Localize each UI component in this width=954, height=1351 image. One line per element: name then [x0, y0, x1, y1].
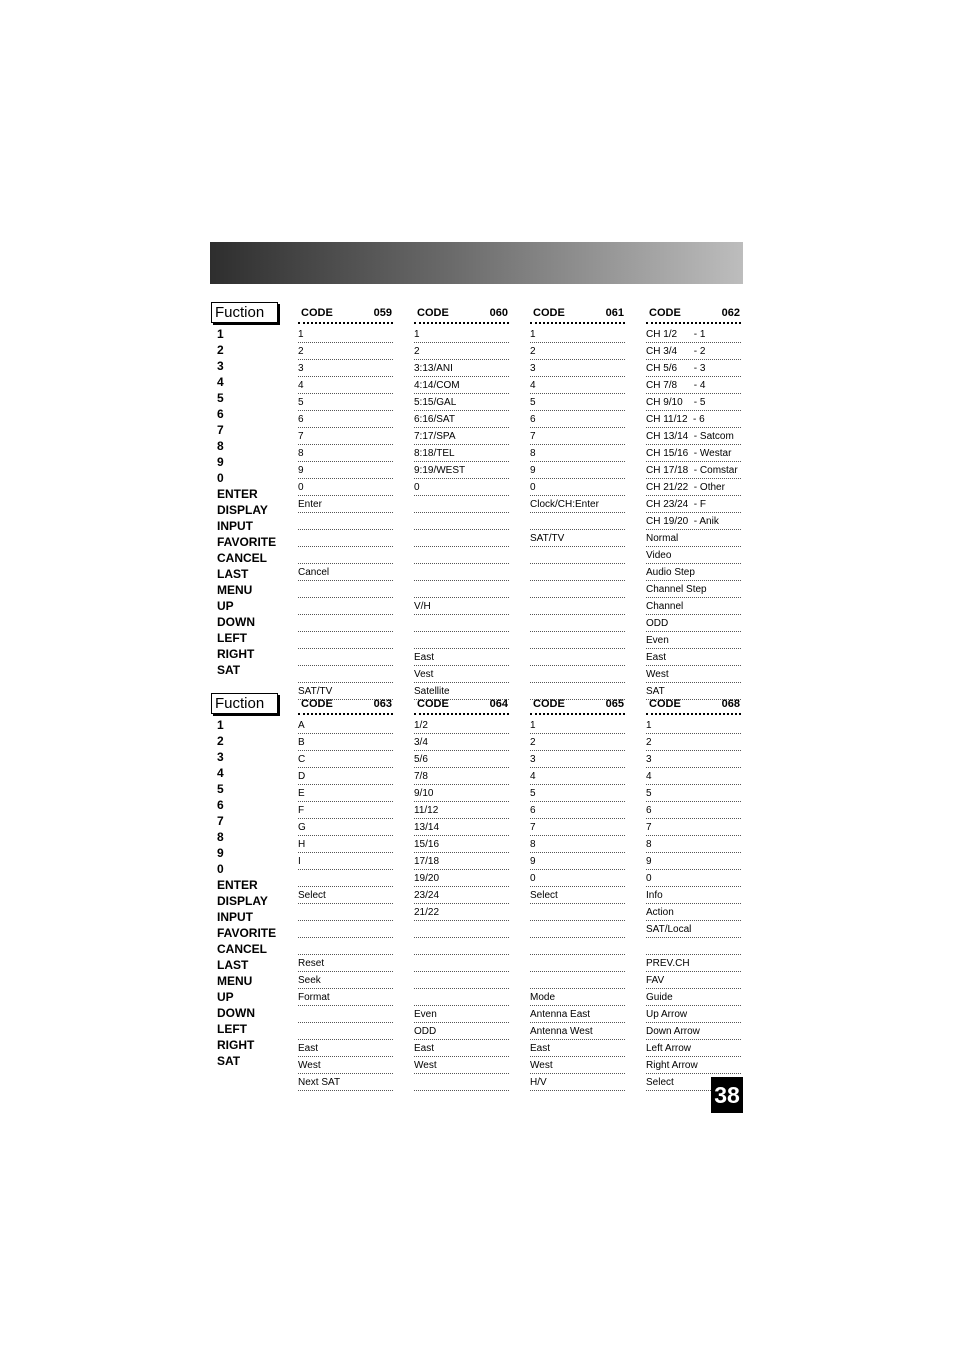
- code-cell: 1: [646, 718, 741, 734]
- function-name: 2: [217, 343, 224, 357]
- code-header: [414, 305, 509, 324]
- code-cell: 7:17/SPA: [414, 429, 509, 445]
- code-cell: Format: [298, 990, 393, 1006]
- code-cell: 8: [530, 837, 625, 853]
- code-table-1: [210, 302, 743, 697]
- code-header: [298, 696, 393, 715]
- function-list: [217, 326, 297, 678]
- code-number: 062: [721, 307, 740, 319]
- code-cell: 2: [646, 735, 741, 751]
- code-column: [646, 693, 741, 1092]
- code-cell: [414, 922, 509, 938]
- function-name: MENU: [217, 583, 253, 597]
- code-label: CODE: [533, 698, 565, 710]
- code-cell: Mode: [530, 990, 625, 1006]
- code-cell: Reset: [298, 956, 393, 972]
- code-cell: 3: [530, 752, 625, 768]
- code-cell: [646, 939, 741, 955]
- code-cell: [298, 667, 393, 683]
- code-cell: [298, 905, 393, 921]
- code-label: CODE: [301, 698, 333, 710]
- page-number: 38: [711, 1077, 743, 1113]
- code-cell: East: [298, 1041, 393, 1057]
- code-cell: Select: [530, 888, 625, 904]
- code-number: 068: [721, 698, 740, 710]
- code-cell: Action: [646, 905, 741, 921]
- code-cell: 7: [530, 820, 625, 836]
- function-name: LEFT: [217, 1022, 247, 1036]
- code-cell: SAT/Local: [646, 922, 741, 938]
- code-column: [298, 693, 393, 1092]
- function-name: 0: [217, 471, 224, 485]
- code-label: CODE: [417, 698, 449, 710]
- code-cell: 6: [530, 803, 625, 819]
- code-cell: [530, 667, 625, 683]
- code-cell: 5: [530, 395, 625, 411]
- code-cell: 7: [646, 820, 741, 836]
- code-cell: Audio Step: [646, 565, 741, 581]
- function-name: RIGHT: [217, 647, 255, 661]
- code-cell: CH 3/4 - 2: [646, 344, 741, 360]
- code-number: 061: [605, 307, 624, 319]
- code-cell: [530, 922, 625, 938]
- function-name: 5: [217, 782, 224, 796]
- code-cell: Left Arrow: [646, 1041, 741, 1057]
- code-column: [298, 302, 393, 701]
- code-cell: 7: [298, 429, 393, 445]
- function-name: DOWN: [217, 1006, 255, 1020]
- code-cell: Even: [646, 633, 741, 649]
- function-name: LEFT: [217, 631, 247, 645]
- code-cell: 2: [298, 344, 393, 360]
- function-name: LAST: [217, 567, 249, 581]
- function-name: 3: [217, 750, 224, 764]
- function-name: 5: [217, 391, 224, 405]
- code-cell: FAV: [646, 973, 741, 989]
- code-cell: [298, 531, 393, 547]
- code-cell: 5: [646, 786, 741, 802]
- code-cell: [530, 650, 625, 666]
- code-cell: 4: [530, 378, 625, 394]
- code-cell: [414, 514, 509, 530]
- code-cell: CH 9/10 - 5: [646, 395, 741, 411]
- code-cell: 3: [530, 361, 625, 377]
- code-cell: Channel Step: [646, 582, 741, 598]
- function-name: RIGHT: [217, 1038, 255, 1052]
- code-cell: 0: [646, 871, 741, 887]
- code-cell: [530, 905, 625, 921]
- code-cell: CH 1/2 - 1: [646, 327, 741, 343]
- code-label: CODE: [649, 307, 681, 319]
- code-cell: Down Arrow: [646, 1024, 741, 1040]
- code-cell: 5: [298, 395, 393, 411]
- code-cell: 2: [530, 344, 625, 360]
- code-label: CODE: [533, 307, 565, 319]
- code-cell: 1: [298, 327, 393, 343]
- code-cell: SAT: [646, 684, 741, 700]
- code-cell: 9/10: [414, 786, 509, 802]
- code-cell: PREV.CH: [646, 956, 741, 972]
- code-header: [298, 305, 393, 324]
- function-name: ENTER: [217, 878, 258, 892]
- code-cell: CH 13/14 - Satcom: [646, 429, 741, 445]
- code-cell: CH 23/24 - F: [646, 497, 741, 513]
- code-cell: Video: [646, 548, 741, 564]
- code-cell: F: [298, 803, 393, 819]
- code-cell: [298, 922, 393, 938]
- code-cell: 8: [646, 837, 741, 853]
- function-name: FAVORITE: [217, 926, 277, 940]
- code-cell: [298, 1007, 393, 1023]
- code-table-2: [210, 693, 743, 1088]
- code-cell: 21/22: [414, 905, 509, 921]
- code-cell: 0: [298, 480, 393, 496]
- function-name: 1: [217, 327, 224, 341]
- code-cell: D: [298, 769, 393, 785]
- code-cell: Antenna West: [530, 1024, 625, 1040]
- code-cell: Clock/CH:Enter: [530, 497, 625, 513]
- code-cell: 6: [298, 412, 393, 428]
- code-cell: Select: [646, 1075, 741, 1091]
- function-name: 4: [217, 766, 224, 780]
- code-cell: [530, 599, 625, 615]
- code-number: 060: [489, 307, 508, 319]
- code-column: [530, 302, 625, 701]
- code-label: CODE: [649, 698, 681, 710]
- code-cell: [530, 514, 625, 530]
- code-cell: [414, 497, 509, 513]
- code-cell: CH 19/20 - Anik: [646, 514, 741, 530]
- code-cell: Normal: [646, 531, 741, 547]
- code-cell: A: [298, 718, 393, 734]
- code-cell: [298, 650, 393, 666]
- code-cell: Guide: [646, 990, 741, 1006]
- function-name: UP: [217, 990, 234, 1004]
- function-name: 7: [217, 423, 224, 437]
- function-name: DOWN: [217, 615, 255, 629]
- code-cell: [414, 939, 509, 955]
- code-column: [414, 693, 509, 1092]
- function-name: 7: [217, 814, 224, 828]
- code-cell: Info: [646, 888, 741, 904]
- code-cell: [530, 973, 625, 989]
- function-name: CANCEL: [217, 551, 267, 565]
- function-name: 6: [217, 798, 224, 812]
- code-cell: West: [646, 667, 741, 683]
- code-cell: Antenna East: [530, 1007, 625, 1023]
- code-cell: [414, 531, 509, 547]
- code-cell: [414, 616, 509, 632]
- function-name: SAT: [217, 663, 241, 677]
- code-cell: [414, 973, 509, 989]
- code-cell: East: [646, 650, 741, 666]
- code-label: CODE: [417, 307, 449, 319]
- code-cell: 23/24: [414, 888, 509, 904]
- function-name: 6: [217, 407, 224, 421]
- code-cell: 6: [530, 412, 625, 428]
- function-list: [217, 717, 297, 1069]
- code-cell: [530, 565, 625, 581]
- code-cell: V/H: [414, 599, 509, 615]
- code-cell: 5:15/GAL: [414, 395, 509, 411]
- code-number: 063: [373, 698, 392, 710]
- code-cell: CH 11/12 - 6: [646, 412, 741, 428]
- code-cell: 9:19/WEST: [414, 463, 509, 479]
- code-header: [414, 696, 509, 715]
- code-cell: [298, 1024, 393, 1040]
- code-cell: G: [298, 820, 393, 836]
- code-cell: 9: [646, 854, 741, 870]
- code-cell: [414, 582, 509, 598]
- code-cell: [298, 548, 393, 564]
- function-header: Fuction: [211, 693, 278, 714]
- code-cell: [530, 633, 625, 649]
- code-cell: 4: [646, 769, 741, 785]
- code-cell: [298, 939, 393, 955]
- function-name: INPUT: [217, 519, 253, 533]
- code-cell: 2: [414, 344, 509, 360]
- code-cell: Channel: [646, 599, 741, 615]
- function-name: 1: [217, 718, 224, 732]
- code-cell: 4: [530, 769, 625, 785]
- code-cell: 9: [530, 854, 625, 870]
- code-cell: 5: [530, 786, 625, 802]
- code-cell: SAT/TV: [298, 684, 393, 700]
- code-cell: 7/8: [414, 769, 509, 785]
- code-cell: 2: [530, 735, 625, 751]
- code-cell: West: [530, 1058, 625, 1074]
- code-cell: [298, 871, 393, 887]
- function-name: 8: [217, 830, 224, 844]
- code-cell: 3/4: [414, 735, 509, 751]
- function-name: 0: [217, 862, 224, 876]
- code-cell: 4:14/COM: [414, 378, 509, 394]
- function-name: UP: [217, 599, 234, 613]
- code-cell: Select: [298, 888, 393, 904]
- code-cell: [298, 633, 393, 649]
- code-cell: 17/18: [414, 854, 509, 870]
- function-name: SAT: [217, 1054, 241, 1068]
- code-cell: CH 7/8 - 4: [646, 378, 741, 394]
- code-column: [414, 302, 509, 701]
- code-cell: East: [414, 650, 509, 666]
- code-number: 065: [605, 698, 624, 710]
- code-cell: 8:18/TEL: [414, 446, 509, 462]
- code-cell: [414, 1075, 509, 1091]
- code-cell: 0: [530, 871, 625, 887]
- code-cell: 8: [298, 446, 393, 462]
- code-cell: [530, 956, 625, 972]
- code-header: [646, 305, 741, 324]
- code-cell: H: [298, 837, 393, 853]
- code-cell: Right Arrow: [646, 1058, 741, 1074]
- code-cell: 6: [646, 803, 741, 819]
- code-cell: 9: [530, 463, 625, 479]
- code-number: 059: [373, 307, 392, 319]
- code-cell: 5/6: [414, 752, 509, 768]
- code-cell: 1: [414, 327, 509, 343]
- code-header: [646, 696, 741, 715]
- code-cell: [298, 616, 393, 632]
- code-cell: ODD: [646, 616, 741, 632]
- function-name: CANCEL: [217, 942, 267, 956]
- code-cell: Seek: [298, 973, 393, 989]
- code-cell: [414, 956, 509, 972]
- code-cell: 1: [530, 327, 625, 343]
- code-cell: Cancel: [298, 565, 393, 581]
- code-label: CODE: [301, 307, 333, 319]
- code-cell: C: [298, 752, 393, 768]
- code-cell: [298, 599, 393, 615]
- code-cell: Enter: [298, 497, 393, 513]
- function-name: 2: [217, 734, 224, 748]
- code-cell: CH 17/18 - Comstar: [646, 463, 741, 479]
- code-header: [530, 696, 625, 715]
- code-cell: 19/20: [414, 871, 509, 887]
- code-number: 064: [489, 698, 508, 710]
- code-cell: 15/16: [414, 837, 509, 853]
- function-name: INPUT: [217, 910, 253, 924]
- function-name: 8: [217, 439, 224, 453]
- code-cell: E: [298, 786, 393, 802]
- code-cell: Even: [414, 1007, 509, 1023]
- code-cell: CH 21/22 - Other: [646, 480, 741, 496]
- code-cell: [530, 616, 625, 632]
- code-cell: Up Arrow: [646, 1007, 741, 1023]
- code-cell: 1/2: [414, 718, 509, 734]
- code-cell: [414, 548, 509, 564]
- code-cell: [530, 548, 625, 564]
- code-cell: 8: [530, 446, 625, 462]
- code-cell: 7: [530, 429, 625, 445]
- code-column: [530, 693, 625, 1092]
- code-cell: 0: [414, 480, 509, 496]
- function-name: MENU: [217, 974, 253, 988]
- code-cell: [414, 565, 509, 581]
- code-cell: West: [298, 1058, 393, 1074]
- function-name: DISPLAY: [217, 894, 268, 908]
- function-name: 3: [217, 359, 224, 373]
- code-cell: 9: [298, 463, 393, 479]
- code-header: [530, 305, 625, 324]
- code-column: [646, 302, 741, 701]
- code-cell: [530, 582, 625, 598]
- code-cell: 4: [298, 378, 393, 394]
- code-cell: Next SAT: [298, 1075, 393, 1091]
- code-cell: 1: [530, 718, 625, 734]
- code-cell: 6:16/SAT: [414, 412, 509, 428]
- code-cell: Vest: [414, 667, 509, 683]
- code-cell: East: [414, 1041, 509, 1057]
- code-cell: 3: [646, 752, 741, 768]
- function-name: LAST: [217, 958, 249, 972]
- function-name: FAVORITE: [217, 535, 277, 549]
- code-cell: H/V: [530, 1075, 625, 1091]
- function-header: Fuction: [211, 302, 278, 323]
- function-name: DISPLAY: [217, 503, 268, 517]
- code-cell: 3: [298, 361, 393, 377]
- code-cell: Satellite: [414, 684, 509, 700]
- function-name: ENTER: [217, 487, 258, 501]
- code-cell: [530, 939, 625, 955]
- code-cell: East: [530, 1041, 625, 1057]
- code-cell: 11/12: [414, 803, 509, 819]
- function-name: 4: [217, 375, 224, 389]
- code-cell: West: [414, 1058, 509, 1074]
- code-cell: B: [298, 735, 393, 751]
- code-cell: ODD: [414, 1024, 509, 1040]
- code-cell: [298, 514, 393, 530]
- code-cell: I: [298, 854, 393, 870]
- code-cell: CH 15/16 - Westar: [646, 446, 741, 462]
- code-cell: 0: [530, 480, 625, 496]
- code-cell: CH 5/6 - 3: [646, 361, 741, 377]
- code-cell: [414, 633, 509, 649]
- code-cell: [414, 990, 509, 1006]
- code-cell: 3:13/ANI: [414, 361, 509, 377]
- function-name: 9: [217, 846, 224, 860]
- code-cell: [298, 582, 393, 598]
- code-cell: 13/14: [414, 820, 509, 836]
- header-bar: [210, 242, 743, 284]
- function-name: 9: [217, 455, 224, 469]
- code-cell: SAT/TV: [530, 531, 625, 547]
